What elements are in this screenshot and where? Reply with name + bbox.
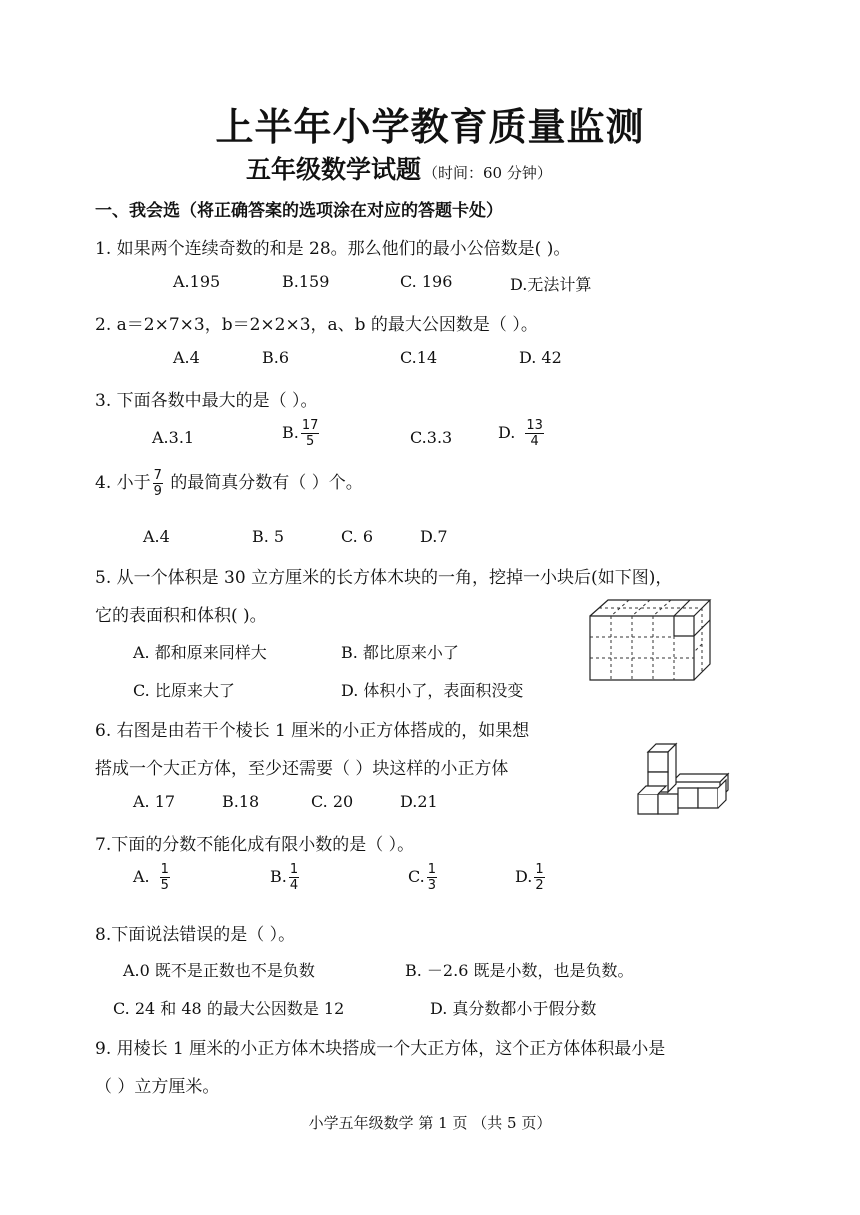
q7-option-c-label: C. [408,867,425,886]
q6-option-c: C. 20 [311,792,354,811]
fraction-denominator: 4 [289,878,299,893]
q4-stem-post: 的最简真分数有（ ）个。 [170,473,363,493]
q7-option-a [133,862,172,893]
q4-option-d: D.7 [420,527,448,546]
q4-stem-pre: 4. 小于 [95,473,151,493]
fraction [427,862,437,893]
q3-option-d [498,418,546,449]
q7-option-b-label: B. [270,867,287,886]
fraction [534,862,544,893]
q7-option-a-label: A. [133,867,150,886]
q1-option-a: A.195 [173,272,221,291]
q7-option-b [270,862,301,893]
q1-option-d: D.无法计算 [510,275,592,294]
fraction-denominator: 9 [153,484,162,499]
fraction-denominator: 3 [427,878,437,893]
question-7-stem: 7.下面的分数不能化成有限小数的是（ ）。 [95,835,415,855]
fraction-denominator: 5 [305,434,315,449]
question-9-stem-line1: 9. 用棱长 1 厘米的小正方体木块搭成一个大正方体，这个正方体体积最小是 [95,1039,666,1059]
cuboid-figure [586,596,712,682]
page-subtitle [246,150,552,186]
q8-option-b: B. －2.6 既是小数，也是负数。 [405,961,634,980]
q2-option-c: C.14 [400,348,438,367]
q3-option-b [282,418,321,449]
fraction-denominator: 4 [530,434,539,449]
subtitle-text: 五年级数学试题 [246,155,422,184]
fraction-denominator: 2 [535,878,544,893]
fraction [153,468,163,499]
q6-option-d: D.21 [400,792,438,811]
q2-option-d: D. 42 [519,348,562,367]
fraction-numerator: 1 [427,862,437,877]
question-1-stem: 1. 如果两个连续奇数的和是 28。那么他们的最小公倍数是( )。 [95,239,571,259]
question-2-stem: 2. a＝2×7×3，b＝2×2×3，a、b 的最大公因数是（ ）。 [95,315,538,335]
fraction-numerator: 1 [289,862,299,877]
fraction [289,862,299,893]
q7-option-d-label: D. [515,867,533,886]
q3-option-c: C.3.3 [410,428,453,447]
q4-option-c: C. 6 [341,527,374,546]
q5-option-c: C. 比原来大了 [133,681,235,700]
q7-option-c [408,862,439,893]
q8-option-d: D. 真分数都小于假分数 [430,999,597,1018]
fraction-numerator: 1 [535,862,544,877]
q8-option-c: C. 24 和 48 的最大公因数是 12 [113,999,345,1018]
q2-option-a: A.4 [173,348,200,367]
question-9-stem-line2: （ ）立方厘米。 [95,1077,220,1097]
question-3-stem: 3. 下面各数中最大的是（ ）。 [95,391,318,411]
cubes-figure [632,742,732,818]
q3-option-b-label: B. [282,423,299,442]
question-8-stem: 8.下面说法错误的是（ ）。 [95,925,296,945]
fraction-numerator: 7 [153,468,162,483]
fraction [160,862,170,893]
section-heading: 一、我会选（将正确答案的选项涂在对应的答题卡处） [95,201,503,221]
q3-option-d-label: D. [498,423,516,442]
q1-option-c: C. 196 [400,272,453,291]
q2-option-b: B.6 [262,348,290,367]
q5-option-d: D. 体积小了，表面积没变 [341,681,524,700]
q5-option-a: A. 都和原来同样大 [133,643,267,662]
q5-option-b: B. 都比原来小了 [341,643,459,662]
q6-option-b: B.18 [222,792,260,811]
question-5-stem-line1: 5. 从一个体积是 30 立方厘米的长方体木块的一角，挖掉一小块后(如下图)， [95,568,673,588]
fraction-numerator: 17 [301,418,319,433]
q4-option-b: B. 5 [252,527,285,546]
question-6-stem-line2: 搭成一个大正方体，至少还需要（ ）块这样的小正方体 [95,759,509,779]
q6-option-a: A. 17 [133,792,176,811]
q7-option-d [515,862,547,893]
fraction [525,418,544,449]
page-footer: 小学五年级数学 第 1 页 （共 5 页） [308,1114,552,1132]
fraction [301,418,320,449]
fraction-numerator: 13 [526,418,543,433]
q3-option-a: A.3.1 [152,428,195,447]
question-5-stem-line2: 它的表面积和体积( )。 [95,606,267,626]
page-title: 上半年小学教育质量监测 [215,105,645,149]
q1-option-b: B.159 [282,272,330,291]
time-note: （时间：60 分钟） [423,164,552,182]
q8-option-a: A.0 既不是正数也不是负数 [123,961,315,980]
question-4-stem [95,468,363,499]
q4-option-a: A.4 [143,527,170,546]
question-6-stem-line1: 6. 右图是由若干个棱长 1 厘米的小正方体搭成的，如果想 [95,721,530,741]
fraction-numerator: 1 [160,862,169,877]
fraction-denominator: 5 [160,878,169,893]
